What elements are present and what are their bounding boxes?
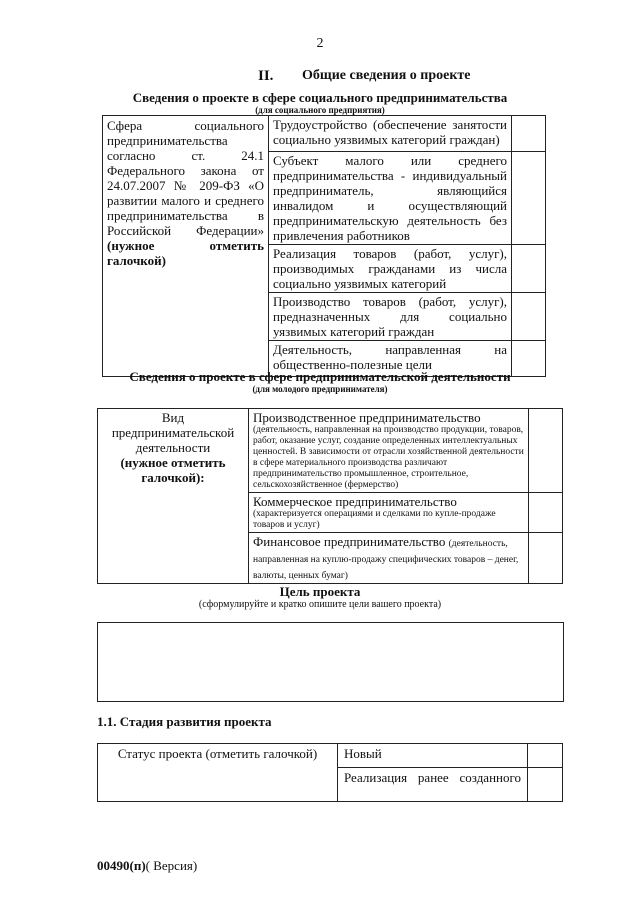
stage-checkbox-continued[interactable] [528, 768, 563, 802]
goal-title: Цель проекта [279, 584, 361, 599]
page-number: 2 [316, 36, 324, 51]
youth-table [97, 408, 563, 584]
youth-option-1 [249, 409, 529, 493]
social-note: (для социального предприятия) [255, 105, 385, 115]
social-checkbox-3[interactable] [512, 245, 546, 293]
footer-code: 00490(п) [97, 858, 146, 873]
social-option-3: Реализация товаров (работ, услуг), производимых гражданами из числа социально уязвимых категорий [269, 245, 512, 293]
section-number: II. [258, 68, 274, 84]
youth-option-1-desc: (деятельность, направленная на производство продукции, товаров, работ, оказание услуг, создание определенных интеллектуальных ценностей. В зависимости от отрасли хозяйственной деятельности в сфере материального производства различают предпринимательство промышленное, строительное, сельскохозяйственное (фермерство) [253, 425, 524, 490]
stage-option-new: Новый [338, 744, 528, 768]
youth-checkbox-2[interactable] [529, 493, 563, 533]
social-sphere-instruction: (нужное отметить галочкой) [107, 238, 264, 268]
youth-option-3 [249, 533, 529, 584]
section-title: Общие сведения о проекте [302, 68, 471, 83]
goal-note: (сформулируйте и кратко опишите цели вашего проекта) [198, 599, 442, 610]
youth-type-text: Вид предпринимательской деятельности [111, 410, 235, 455]
social-option-2: Субъект малого или среднего предпринимательства - индивидуальный предприниматель, являющийся инвалидом и осуществляющий предпринимательскую деятельность без привлечения работников [269, 152, 512, 245]
stage-option-continued: Реализация ранее созданного [338, 768, 528, 802]
youth-option-3-title: Финансовое предпринимательство [253, 534, 446, 549]
youth-checkbox-1[interactable] [529, 409, 563, 493]
social-checkbox-1[interactable] [512, 116, 546, 152]
youth-type-cell [98, 409, 249, 584]
social-checkbox-2[interactable] [512, 152, 546, 245]
youth-type-instruction: (нужное отметить галочкой): [120, 455, 226, 485]
stage-table [97, 743, 563, 802]
stage-title: 1.1. Стадия развития проекта [97, 714, 272, 729]
social-sphere-text: Сфера социального предпринимательства согласно ст. 24.1 Федерального закона от 24.07.2007 № 209-ФЗ «О развитии малого и среднего предпринимательства в Российской Федерации» [107, 118, 264, 238]
social-option-4: Производство товаров (работ, услуг), предназначенных для социально уязвимых категорий граждан [269, 293, 512, 341]
youth-option-2-desc: (характеризуется операциями и сделками по купле-продаже товаров и услуг) [253, 509, 496, 530]
social-option-1: Трудоустройство (обеспечение занятости социально уязвимых категорий граждан) [269, 116, 512, 152]
goal-input[interactable] [97, 622, 564, 702]
footer-version: ( Версия) [145, 858, 198, 873]
youth-option-2-title: Коммерческое предпринимательство [253, 494, 457, 509]
youth-note: (для молодого предпринимателя) [252, 384, 388, 394]
stage-checkbox-new[interactable] [528, 744, 563, 768]
social-option-5: Деятельность, направленная на общественно-полезные цели [269, 341, 512, 377]
youth-heading: Сведения о проекте в сфере предпринимательской деятельности [129, 369, 511, 384]
social-table [102, 115, 546, 377]
footer [97, 858, 197, 874]
youth-option-1-title: Производственное предпринимательство [253, 410, 481, 425]
social-sphere-cell [103, 116, 269, 377]
youth-option-2 [249, 493, 529, 533]
social-checkbox-4[interactable] [512, 293, 546, 341]
stage-label: Статус проекта (отметить галочкой) [98, 744, 338, 802]
youth-checkbox-3[interactable] [529, 533, 563, 584]
youth-option-3-desc: (деятельность, направленная на куплю-продажу специфических товаров – денег, валюты, ценных бумаг) [253, 539, 519, 581]
social-heading: Сведения о проекте в сфере социального предпринимательства [132, 90, 508, 105]
